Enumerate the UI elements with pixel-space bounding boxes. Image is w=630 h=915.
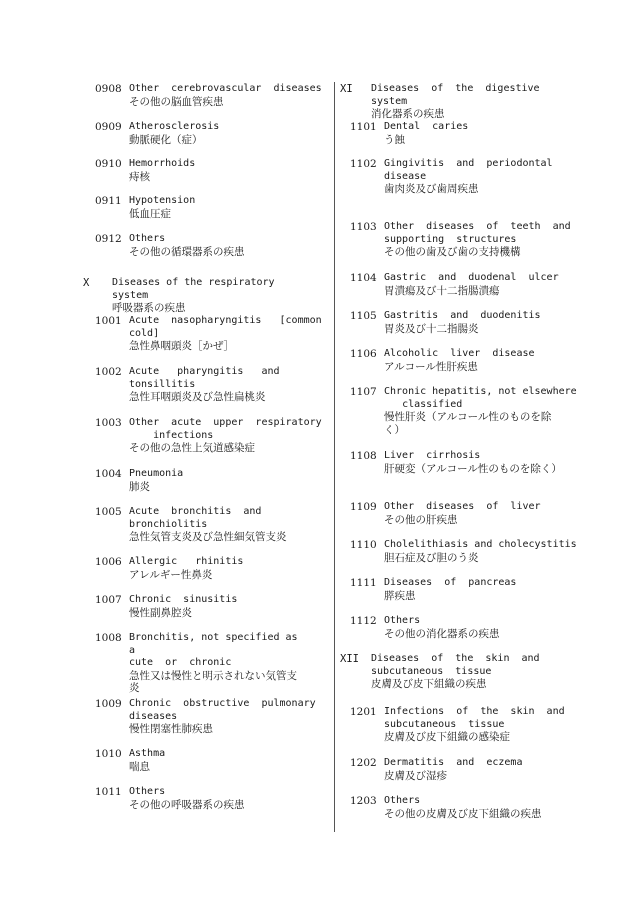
entry-code: XII: [340, 653, 359, 665]
entry-code: 1112: [350, 615, 377, 627]
entry-japanese-name: 肺炎: [129, 480, 150, 493]
entry-japanese-name: 低血圧症: [129, 207, 171, 220]
entry-japanese-name: 慢性副鼻腔炎: [129, 606, 192, 619]
entry-code: 0908: [95, 83, 122, 95]
entry-japanese-name: 膵疾患: [384, 589, 416, 602]
entry-japanese-name: 痔核: [129, 170, 150, 183]
entry-english-name: Alcoholic liver disease: [384, 348, 535, 359]
entry-japanese-name: その他の循環器系の疾患: [129, 245, 245, 258]
entry-code: 0910: [95, 158, 122, 170]
entry-english-name: Gingivitis and periodontal disease: [384, 158, 553, 182]
entry-japanese-name: 慢性閉塞性肺疾患: [129, 723, 213, 736]
entry-code: 0911: [95, 195, 122, 207]
entry-code: 1004: [95, 468, 122, 480]
entry-code: 1103: [350, 221, 377, 233]
entry-code: 1002: [95, 366, 122, 378]
entry-english-name: Gastric and duodenal ulcer: [384, 272, 559, 283]
entry-code: 1106: [350, 348, 377, 360]
entry-code: 1108: [350, 450, 377, 462]
entry-english-name: Other acute upper respiratory infections: [129, 417, 322, 441]
entry-japanese-name: その他の消化器系の疾患: [384, 627, 500, 640]
entry-english-name: Pneumonia: [129, 468, 184, 479]
entry-japanese-name: 慢性肝炎（アルコール性のものを除 く）: [384, 411, 552, 436]
entry-code: 0912: [95, 233, 122, 245]
entry-english-name: Asthma: [129, 748, 166, 759]
entry-japanese-name: う蝕: [384, 133, 405, 146]
entry-japanese-name: その他の皮膚及び皮下組織の疾患: [384, 807, 542, 820]
entry-english-name: Others: [129, 233, 166, 244]
entry-code: 1201: [350, 706, 377, 718]
entry-japanese-name: 急性耳咽頭炎及び急性扁桃炎: [129, 391, 266, 404]
entry-code: 1107: [350, 386, 377, 398]
entry-code: 1202: [350, 757, 377, 769]
entry-japanese-name: 呼吸器系の疾患: [112, 302, 186, 315]
entry-japanese-name: 歯肉炎及び歯周疾患: [384, 183, 479, 196]
entry-english-name: Diseases of the skin and subcutaneous tissue: [371, 653, 540, 677]
entry-japanese-name: 肝硬変（アルコール性のものを除く）: [384, 462, 562, 475]
entry-japanese-name: 動脈硬化（症）: [129, 133, 203, 146]
entry-english-name: Allergic rhinitis: [129, 556, 244, 567]
entry-japanese-name: その他の脳血管疾患: [129, 95, 224, 108]
entry-japanese-name: その他の肝疾患: [384, 513, 458, 526]
entry-english-name: Others: [129, 786, 166, 797]
entry-code: 1203: [350, 795, 377, 807]
entry-english-name: Chronic obstructive pulmonary diseases: [129, 698, 316, 722]
entry-code: 1006: [95, 556, 122, 568]
entry-english-name: Diseases of pancreas: [384, 577, 517, 588]
entry-japanese-name: 急性鼻咽頭炎［かぜ］: [129, 340, 234, 353]
entry-code: 0909: [95, 121, 122, 133]
entry-english-name: Acute bronchitis and bronchiolitis: [129, 506, 262, 530]
entry-english-name: Liver cirrhosis: [384, 450, 481, 461]
entry-code: XI: [340, 83, 353, 95]
entry-english-name: Acute pharyngitis and tonsillitis: [129, 366, 280, 390]
entry-japanese-name: その他の呼吸器系の疾患: [129, 798, 245, 811]
entry-code: 1111: [350, 577, 377, 589]
entry-japanese-name: 皮膚及び皮下組織の疾患: [371, 678, 487, 691]
entry-english-name: Infections of the skin and subcutaneous tissue: [384, 706, 565, 730]
entry-japanese-name: 消化器系の疾患: [371, 108, 445, 121]
entry-japanese-name: 胃潰瘍及び十二指腸潰瘍: [384, 284, 500, 297]
entry-code: 1011: [95, 786, 122, 798]
entry-english-name: Hypotension: [129, 195, 196, 206]
entry-english-name: Others: [384, 795, 421, 806]
entry-english-name: Acute nasopharyngitis [common cold]: [129, 315, 322, 339]
entry-english-name: Other diseases of teeth and supporting structures: [384, 221, 571, 245]
entry-japanese-name: 急性気管支炎及び急性細気管支炎: [129, 531, 287, 544]
entry-japanese-name: 皮膚及び皮下組織の感染症: [384, 731, 510, 744]
entry-japanese-name: その他の歯及び歯の支持機構: [384, 246, 521, 259]
entry-english-name: Other cerebrovascular diseases: [129, 83, 322, 94]
entry-code: 1109: [350, 501, 377, 513]
entry-japanese-name: 胃炎及び十二指腸炎: [384, 322, 479, 335]
entry-code: 1005: [95, 506, 122, 518]
entry-japanese-name: アルコール性肝疾患: [384, 360, 478, 373]
entry-english-name: Chronic sinusitis: [129, 594, 238, 605]
entry-english-name: Gastritis and duodenitis: [384, 310, 541, 321]
entry-code: 1007: [95, 594, 122, 606]
entry-japanese-name: 喘息: [129, 760, 150, 773]
entry-english-name: Others: [384, 615, 421, 626]
entry-japanese-name: 急性又は慢性と明示されない気管支 炎: [129, 669, 297, 695]
entry-code: 1003: [95, 417, 122, 429]
entry-japanese-name: 皮膚及び湿疹: [384, 769, 447, 782]
entry-english-name: Bronchitis, not specified as a cute or chronic: [129, 632, 298, 669]
entry-english-name: Cholelithiasis and cholecystitis: [384, 539, 577, 550]
entry-japanese-name: 胆石症及び胆のう炎: [384, 551, 479, 564]
entry-english-name: Dental caries: [384, 121, 469, 132]
entry-english-name: Other diseases of liver: [384, 501, 541, 512]
entry-english-name: Diseases of the respiratory system: [112, 277, 281, 301]
entry-code: X: [83, 277, 90, 289]
entry-code: 1001: [95, 315, 122, 327]
entry-english-name: Atherosclerosis: [129, 121, 220, 132]
entry-code: 1101: [350, 121, 377, 133]
entry-code: 1102: [350, 158, 377, 170]
entry-code: 1008: [95, 632, 122, 644]
entry-code: 1110: [350, 539, 377, 551]
entry-japanese-name: その他の急性上気道感染症: [129, 442, 255, 455]
entry-code: 1105: [350, 310, 377, 322]
entry-japanese-name: アレルギー性鼻炎: [129, 568, 213, 581]
entry-english-name: Hemorrhoids: [129, 158, 196, 169]
entry-code: 1104: [350, 272, 377, 284]
entry-code: 1010: [95, 748, 122, 760]
entry-english-name: Dermatitis and eczema: [384, 757, 523, 768]
entry-english-name: Diseases of the digestive system: [371, 83, 546, 107]
entry-code: 1009: [95, 698, 122, 710]
entry-english-name: Chronic hepatitis, not elsewhere classified: [384, 386, 577, 410]
column-divider: [334, 82, 335, 832]
